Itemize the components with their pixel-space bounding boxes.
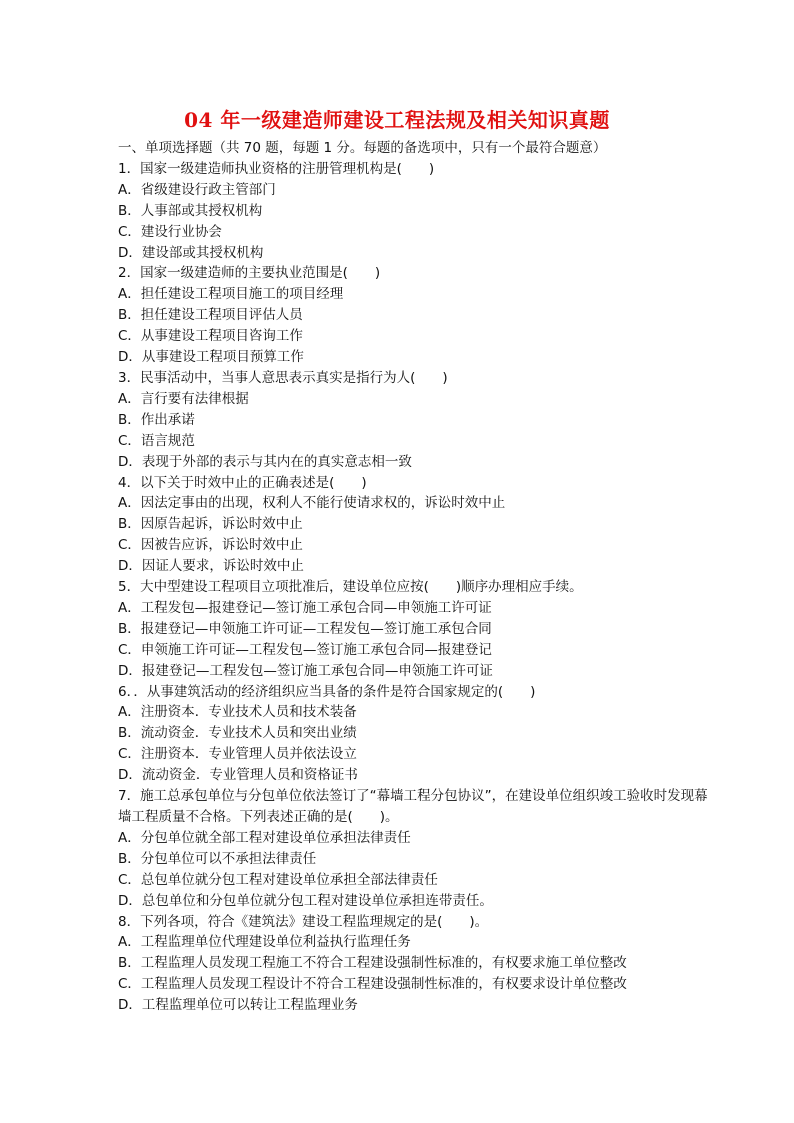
option-b: B．担任建设工程项目评估人员 [118,307,303,324]
option-c: C．建设行业协会 [118,223,222,240]
question-2 [118,263,718,368]
option-a: A．因法定事由的出现，权利人不能行使请求权的，诉讼时效中止 [118,495,506,512]
option-b: B．分包单位可以不承担法律责任 [118,850,317,867]
question-6 [118,682,718,787]
option-b: B．工程监理人员发现工程施工不符合工程建设强制性标准的，有权要求施工单位整改 [118,955,627,972]
question-5 [118,577,718,682]
document-body [118,138,718,1016]
question-stem: 3．民事活动中，当事人意思表示真实是指行为人( ) [118,369,448,386]
option-d: D．总包单位和分包单位就分包工程对建设单位承担连带责任。 [118,892,493,909]
question-8 [118,912,718,1017]
question-4 [118,473,718,578]
option-b: B．报建登记—申领施工许可证—工程发包—签订施工承包合同 [118,620,492,637]
question-3 [118,368,718,473]
document-title: 04 年一级建造师建设工程法规及相关知识真题 [184,108,610,132]
option-d: D．从事建设工程项目预算工作 [118,349,304,366]
option-a: A．工程监理单位代理建设单位利益执行监理任务 [118,934,411,951]
option-a: A．注册资本．专业技术人员和技术装备 [118,704,357,721]
option-a: A．分包单位就全部工程对建设单位承担法律责任 [118,829,411,846]
option-a: A．工程发包—报建登记—签订施工承包合同—申领施工许可证 [118,599,492,616]
question-1 [118,159,718,264]
question-stem: 1．国家一级建造师执业资格的注册管理机构是( ) [118,160,435,177]
option-d: D．因证人要求，诉讼时效中止 [118,558,304,575]
question-stem: 6．．从事建筑活动的经济组织应当具备的条件是符合国家规定的( ) [118,683,536,700]
option-b: B．因原告起诉，诉讼时效中止 [118,516,303,533]
question-stem: 4．以下关于时效中止的正确表述是( ) [118,474,367,491]
option-d: D．报建登记—工程发包—签订施工承包合同—申领施工许可证 [118,662,493,679]
section-heading: 一、单项选择题（共 70 题，每题 1 分。每题的备选项中，只有一个最符合题意） [118,140,607,156]
option-d: D．工程监理单位可以转让工程监理业务 [118,997,358,1014]
option-c: C．因被告应诉，诉讼时效中止 [118,537,303,554]
option-a: A．省级建设行政主管部门 [118,181,276,198]
option-a: A．言行要有法律根据 [118,390,249,407]
option-c: C．工程监理人员发现工程设计不符合工程建设强制性标准的，有权要求设计单位整改 [118,976,627,993]
question-stem: 2．国家一级建造师的主要执业范围是( ) [118,265,381,282]
option-c: C．注册资本．专业管理人员并依法设立 [118,746,357,763]
option-d: D．表现于外部的表示与其内在的真实意志相一致 [118,453,412,470]
option-b: B．流动资金．专业技术人员和突出业绩 [118,725,357,742]
option-c: C．总包单位就分包工程对建设单位承担全部法律责任 [118,871,438,888]
question-stem: 7．施工总承包单位与分包单位依法签订了“幕墙工程分包协议”，在建设单位组织竣工验收时发现幕墙工程质量不合格。下列表述正确的是( )。 [118,788,708,825]
option-b: B．作出承诺 [118,411,195,428]
question-stem: 5．大中型建设工程项目立项批准后，建设单位应按( )顺序办理相应手续。 [118,579,583,596]
option-d: D．流动资金．专业管理人员和资格证书 [118,767,358,784]
option-d: D．建设部或其授权机构 [118,244,264,261]
option-c: C．从事建设工程项目咨询工作 [118,328,303,345]
question-7 [118,786,718,911]
option-a: A．担任建设工程项目施工的项目经理 [118,286,344,303]
option-c: C．语言规范 [118,432,195,449]
option-b: B．人事部或其授权机构 [118,202,263,219]
option-c: C．申领施工许可证—工程发包—签订施工承包合同—报建登记 [118,641,492,658]
question-stem: 8．下列各项，符合《建筑法》建设工程监理规定的是( )。 [118,913,489,930]
